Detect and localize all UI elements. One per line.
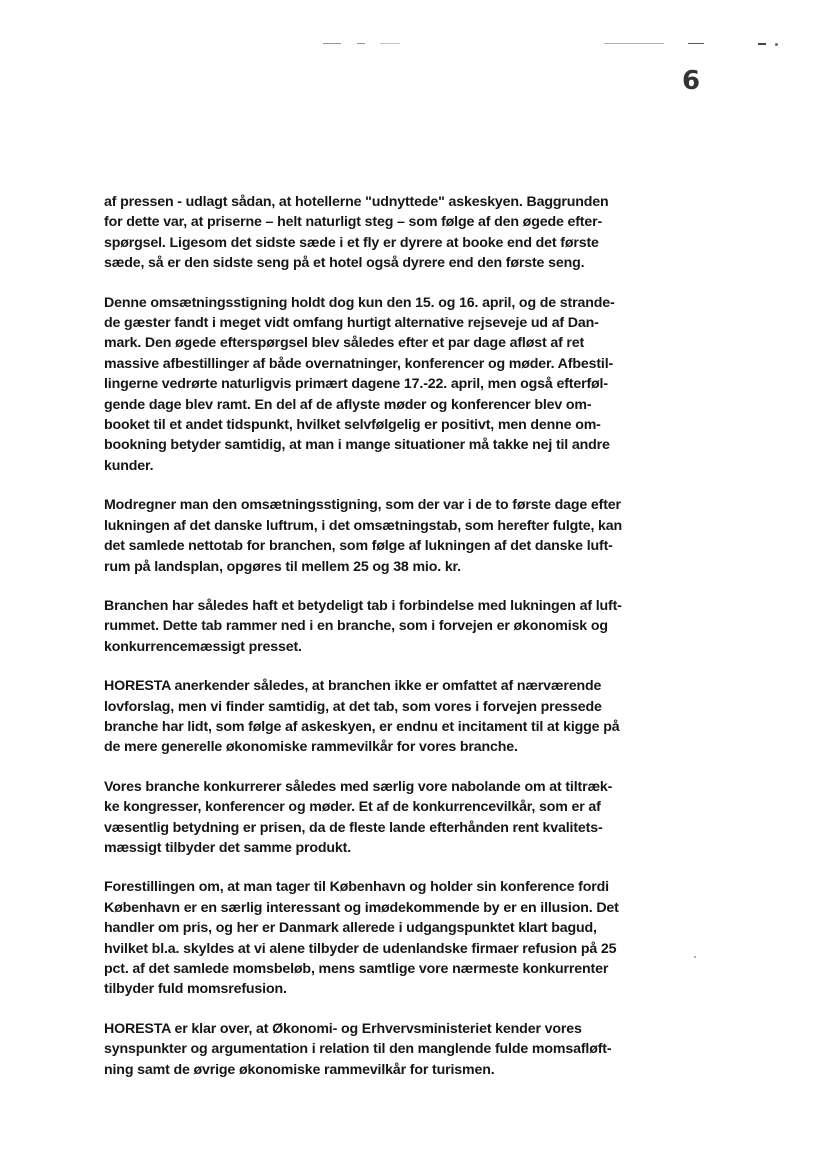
paragraph-8 bbox=[104, 1019, 624, 1080]
text-line: massive afbestillinger af både overnatninger, konferencer og møder. Afbestil- bbox=[104, 355, 614, 372]
paragraph-2 bbox=[104, 293, 624, 477]
paragraph-4 bbox=[104, 596, 624, 657]
text-line: hvilket bl.a. skyldes at vi alene tilbyder de udenlandske firmaer refusion på 25 bbox=[104, 940, 617, 957]
text-line: synspunkter og argumentation i relation til den manglende fulde momsafløft- bbox=[104, 1041, 612, 1058]
text-line: HORESTA er klar over, at Økonomi- og Erhvervsministeriet kender vores bbox=[104, 1020, 582, 1037]
text-line: Denne omsætningsstigning holdt dog kun den 15. og 16. april, og de strande- bbox=[104, 294, 615, 311]
text-line: det samlede nettotab for branchen, som følge af lukningen af det danske luft- bbox=[104, 538, 613, 555]
scan-artifact bbox=[775, 43, 778, 46]
text-line: kunder. bbox=[104, 457, 154, 474]
scan-artifact bbox=[694, 956, 696, 958]
paragraph-1 bbox=[104, 192, 624, 274]
paragraph-6 bbox=[104, 777, 624, 859]
text-line: Modregner man den omsætningsstigning, som der var i de to første dage efter bbox=[104, 497, 621, 514]
paragraph-3 bbox=[104, 495, 624, 577]
text-line: spørgsel. Ligesom det sidste sæde i et fly er dyrere at booke end det første bbox=[104, 234, 599, 251]
text-line: bookning betyder samtidig, at man i mange situationer må takke nej til andre bbox=[104, 437, 610, 454]
scan-artifact bbox=[604, 43, 664, 44]
text-line: rummet. Dette tab rammer ned i en branche, som i forvejen er økonomisk og bbox=[104, 618, 608, 635]
text-line: lovforslag, men vi finder samtidig, at det tab, som vores i forvejen pressede bbox=[104, 698, 602, 715]
paragraph-7 bbox=[104, 877, 624, 999]
text-line: branche har lidt, som følge af askeskyen, er endnu et incitament til at kigge på bbox=[104, 718, 620, 735]
text-line: ning samt de øvrige økonomiske rammevilkår for turismen. bbox=[104, 1061, 495, 1078]
text-line: tilbyder fuld momsrefusion. bbox=[104, 981, 287, 998]
scan-artifact bbox=[380, 43, 400, 44]
scan-artifact bbox=[323, 43, 341, 44]
text-line: mæssigt tilbyder det samme produkt. bbox=[104, 839, 352, 856]
text-line: pct. af det samlede momsbeløb, mens samtlige vore nærmeste konkurrenter bbox=[104, 961, 609, 977]
text-line: gende dage blev ramt. En del af de aflyste møder og konferencer blev om- bbox=[104, 396, 592, 413]
paragraph-5 bbox=[104, 676, 624, 758]
text-line: København er en særlig interessant og imødekommende by er en illusion. Det bbox=[104, 899, 619, 916]
text-line: handler om pris, og her er Danmark allerede i udgangspunktet klart bagud, bbox=[104, 920, 597, 937]
document-body bbox=[104, 192, 624, 1099]
text-line: lukningen af det danske luftrum, i det omsætningstab, som herefter fulgte, kan bbox=[104, 517, 623, 534]
text-line: sæde, så er den sidste seng på et hotel også dyrere end den første seng. bbox=[104, 255, 585, 272]
text-line: rum på landsplan, opgøres til mellem 25 og 38 mio. kr. bbox=[104, 558, 461, 575]
text-line: booket til et andet tidspunkt, hvilket selvfølgelig er positivt, men denne om- bbox=[104, 417, 601, 434]
text-line: Vores branche konkurrerer således med særlig vore nabolande om at tiltræk- bbox=[104, 778, 613, 795]
text-line: lingerne vedrørte naturligvis primært dagene 17.-22. april, men også efterføl- bbox=[104, 376, 608, 393]
text-line: de mere generelle økonomiske rammevilkår for vores branche. bbox=[104, 739, 518, 756]
text-line: mark. Den øgede efterspørgsel blev således efter et par dage afløst af ret bbox=[104, 335, 585, 352]
text-line: HORESTA anerkender således, at branchen ikke er omfattet af nærværende bbox=[104, 678, 602, 695]
text-line: Forestillingen om, at man tager til København og holder sin konference fordi bbox=[104, 879, 609, 896]
page-number: 6 bbox=[681, 66, 701, 96]
text-line: Branchen har således haft et betydeligt tab i forbindelse med lukningen af luft- bbox=[104, 597, 622, 614]
scan-artifact bbox=[688, 43, 704, 44]
text-line: af pressen - udlagt sådan, at hotellerne "udnyttede" askeskyen. Baggrunden bbox=[104, 194, 609, 210]
text-line: de gæster fandt i meget vidt omfang hurtigt alternative rejseveje ud af Dan- bbox=[104, 315, 599, 332]
text-line: for dette var, at priserne – helt naturligt steg – som følge af den øgede efter- bbox=[104, 214, 603, 231]
scan-artifact bbox=[758, 43, 766, 45]
scan-artifact bbox=[357, 43, 365, 44]
text-line: væsentlig betydning er prisen, da de fleste lande efterhånden rent kvalitets- bbox=[104, 819, 603, 836]
text-line: ke kongresser, konferencer og møder. Et af de konkurrencevilkår, som er af bbox=[104, 799, 601, 816]
text-line: konkurrencemæssigt presset. bbox=[104, 638, 302, 655]
